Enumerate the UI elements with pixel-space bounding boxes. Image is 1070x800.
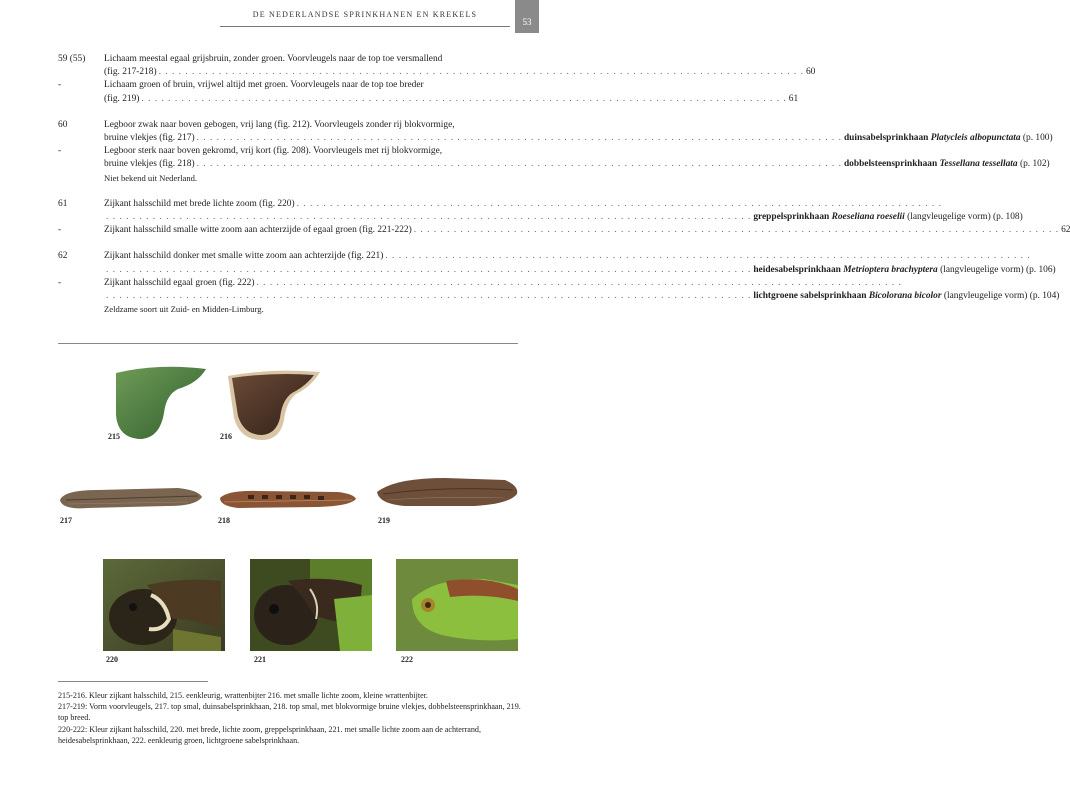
- figure-221-label: 221: [254, 655, 266, 664]
- lead: 62 Zijkant halsschild donker met smalle witte zoom aan achterzijde (fig. 221) . . . . . . heidesabelsprinkhaan Metrioptera brachyptera (langvleugelige vorm) (p. 106): [58, 250, 518, 276]
- figure-222-label: 222: [401, 655, 413, 664]
- lead: - Legboor sterk naar boven gekromd, vrij kort (fig. 208). Voorvleugels met rij blokvormige, bruine vlekjes (fig. 218) . . . dobbelsteensprinkhaan Tessellana tessellata (p. 102) Niet bekend uit Nederland.: [58, 145, 518, 185]
- figure-219-image: [375, 474, 520, 512]
- figure-216-label: 216: [220, 432, 232, 441]
- figure-216-image: [222, 368, 322, 443]
- figure-217-label: 217: [60, 516, 72, 525]
- header-rule: [220, 26, 510, 27]
- lead: - Zijkant halsschild smalle witte zoom aan achterzijde of egaal groen (fig. 221-222) . . . 62: [58, 224, 518, 237]
- figure-217-image: [58, 482, 204, 512]
- caption-220-222: 220-222: Kleur zijkant halsschild, 220. met brede, lichte zoom, greppelsprinkhaan, 221. met smalle lichte zoom aan de achterrand, heidesabelsprinkhaan, 222. eenkleurig groen, lichtgroene sabelsprinkhaan.: [58, 724, 481, 745]
- caption-rule: [58, 681, 208, 682]
- goto-link[interactable]: 62: [1061, 225, 1070, 236]
- caption-215-216: 215-216. Kleur zijkant halsschild, 215. eenkleurig, wrattenbijter 216. met smalle lichte zoom, kleine wrattenbijter.: [58, 691, 428, 700]
- figure-218-label: 218: [218, 516, 230, 525]
- lead: 59 (55) Lichaam meestal egaal grijsbruin, zonder groen. Voorvleugels naar de top toe versmallend (fig. 217-218) . . . 60: [58, 53, 518, 79]
- goto-link[interactable]: 60: [805, 67, 816, 78]
- section-rule: [58, 343, 518, 344]
- couplet-60: [58, 119, 1053, 185]
- page-header-title: DE NEDERLANDSE SPRINKHANEN EN KREKELS: [252, 10, 478, 19]
- figure-221-photo: [250, 559, 372, 651]
- figure-219-label: 219: [378, 516, 390, 525]
- figure-222-photo: [396, 559, 518, 651]
- caption-217-219: 217-219: Vorm voorvleugels, 217. top smal, duinsabelsprinkhaan, 218. top smal, met blokvormige bruine vlekjes, dobbelsteensprinkhaan, 219. top breed.: [58, 702, 521, 723]
- goto-link[interactable]: 61: [788, 93, 799, 104]
- couplet-61: [58, 198, 1070, 238]
- couplet-62: [58, 250, 1060, 316]
- lead: 61 Zijkant halsschild met brede lichte zoom (fig. 220) . . . . . . greppelsprinkhaan Roeseliana roeselii (langvleugelige vorm) (p. 108): [58, 198, 518, 224]
- figure-220-label: 220: [106, 655, 118, 664]
- figure-215-label: 215: [108, 432, 120, 441]
- figure-215-image: [108, 363, 208, 443]
- lead: - Lichaam groen of bruin, vrijwel altijd met groen. Voorvleugels naar de top toe breder (fig. 219) . . . 61: [58, 79, 518, 105]
- couplet-59: [58, 53, 816, 106]
- identification-key: [58, 53, 1070, 329]
- page-number: 53: [515, 0, 539, 33]
- lead: 60 Legboor zwak naar boven gebogen, vrij lang (fig. 212). Voorvleugels zonder rij blokvormige, bruine vlekjes (fig. 217) . . . duinsabelsprinkhaan Platycleis albopunctata (p. 100): [58, 119, 518, 145]
- figure-220-photo: [103, 559, 225, 651]
- figure-218-image: [218, 486, 358, 512]
- figure-captions: [58, 690, 523, 746]
- lead: - Zijkant halsschild egaal groen (fig. 222) . . . . . . lichtgroene sabelsprinkhaan Bicolorana bicolor (langvleugelige vorm) (p. 104) Zeldzame soort uit Zuid- en Midden-Limburg.: [58, 277, 518, 317]
